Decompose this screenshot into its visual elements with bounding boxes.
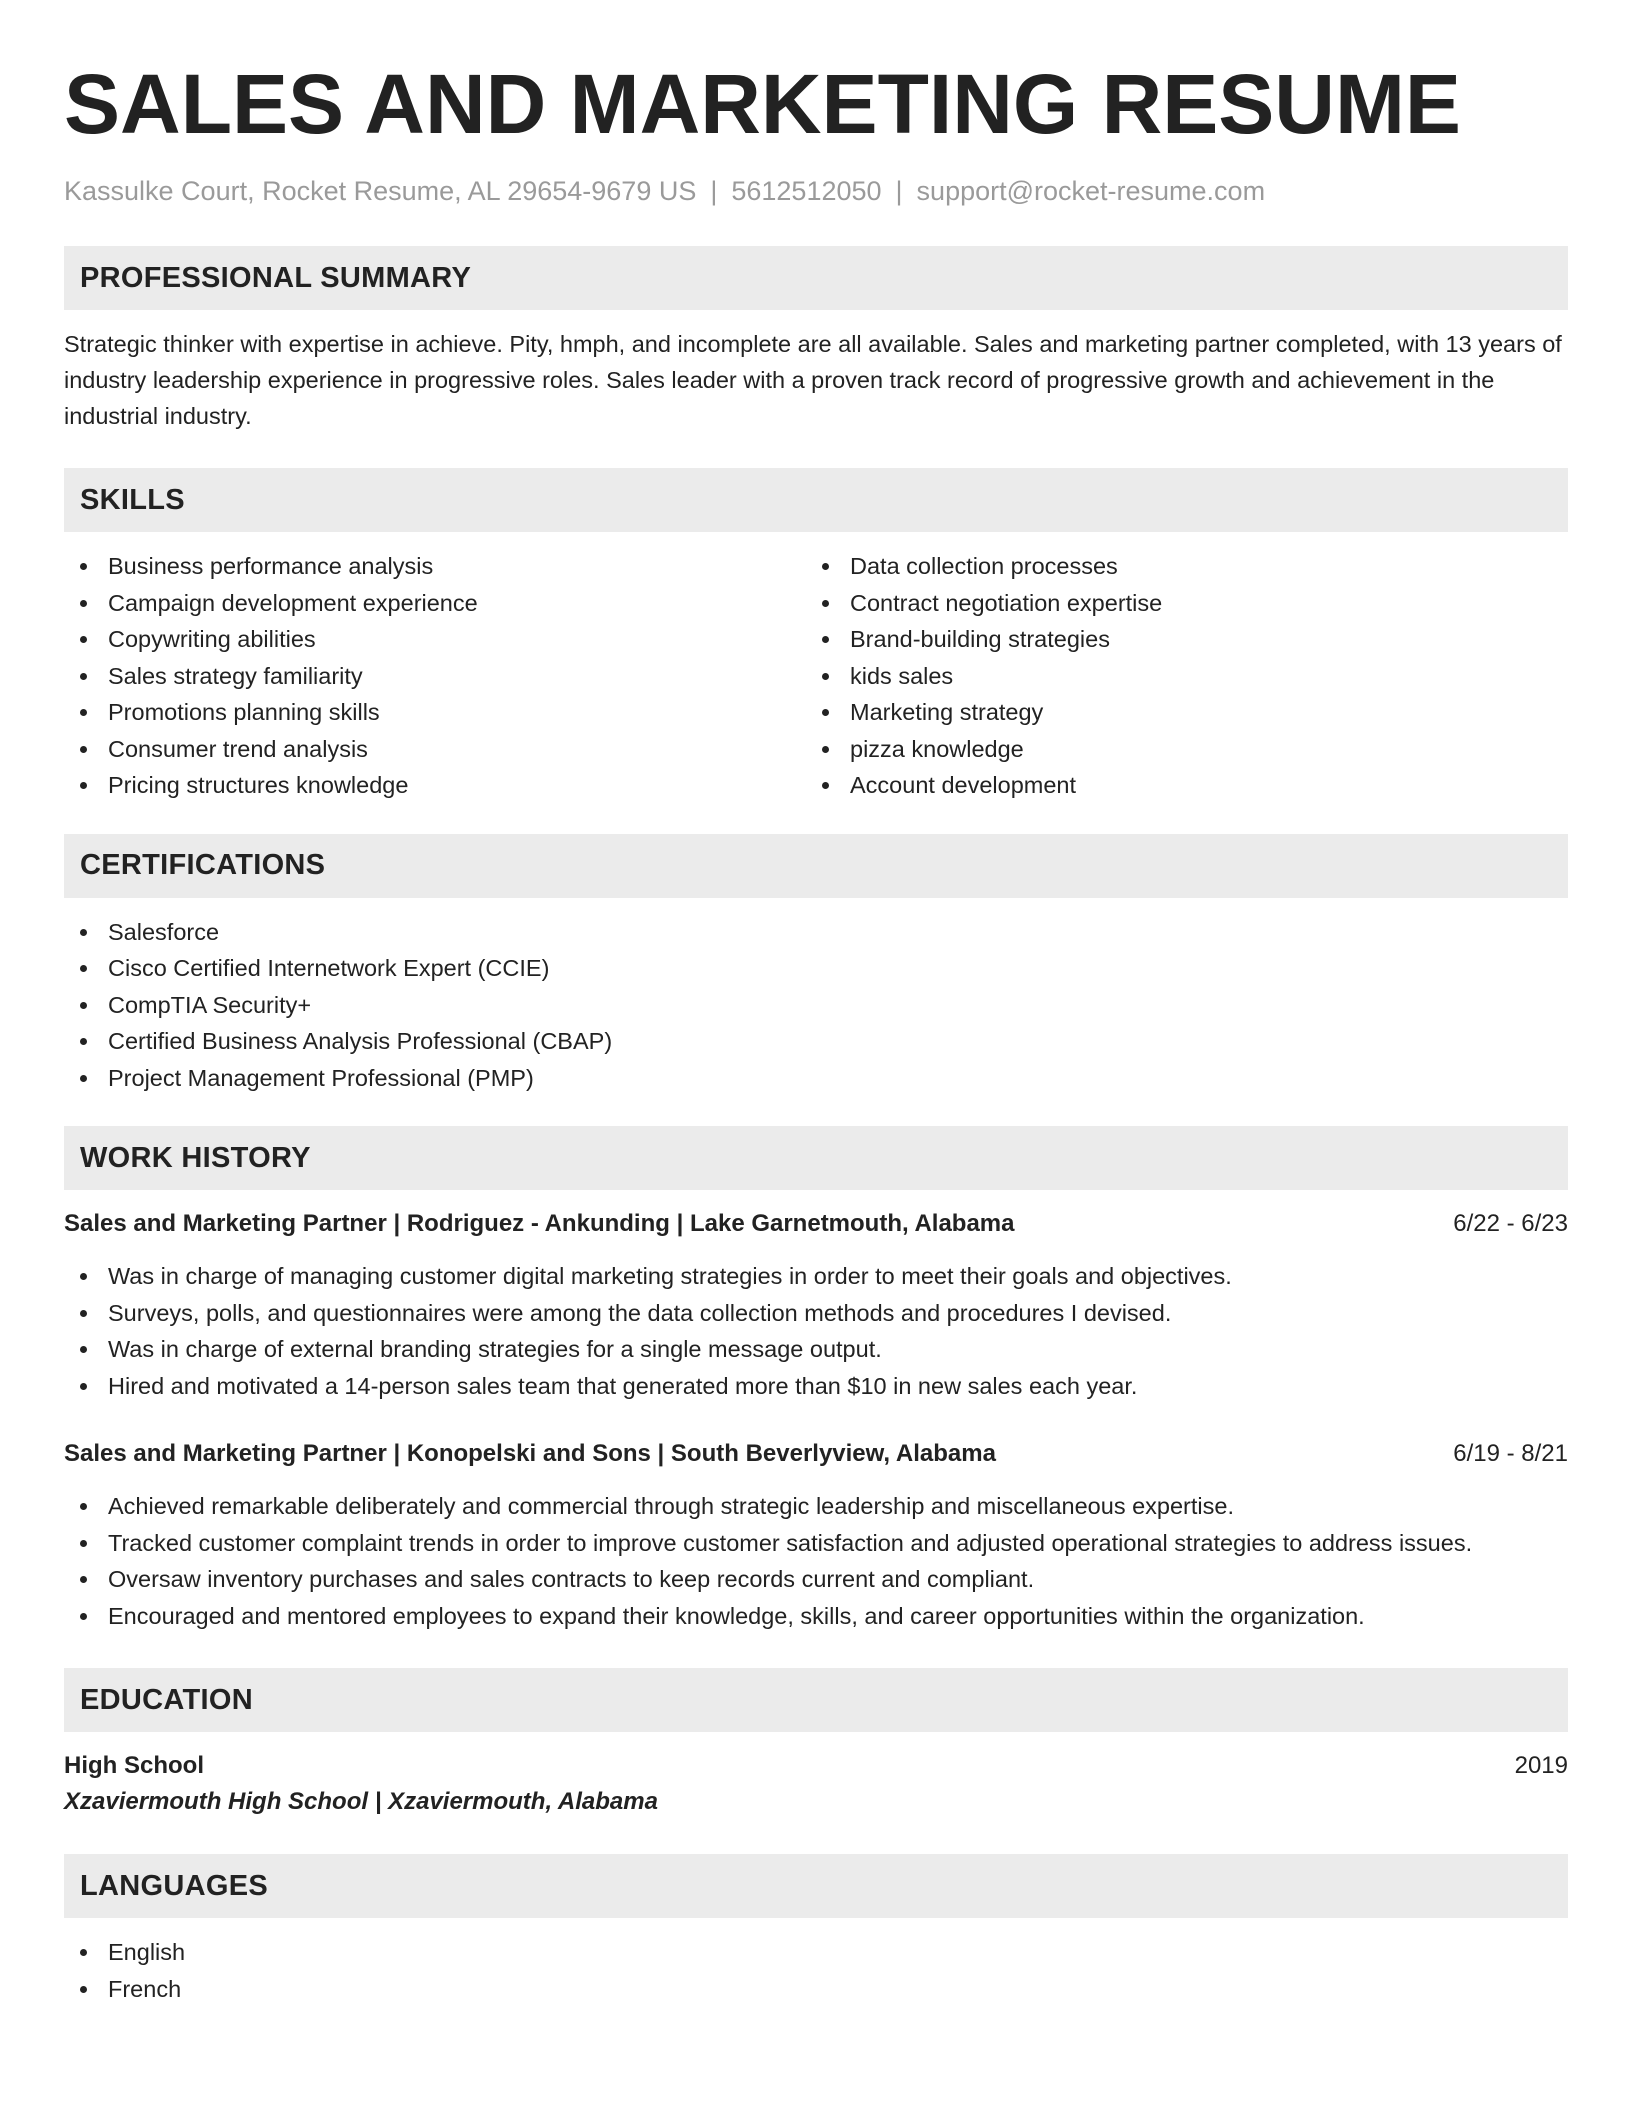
languages-list: [64, 1934, 1568, 2007]
list-item: Promotions planning skills: [64, 694, 806, 731]
list-item: Project Management Professional (PMP): [64, 1060, 1568, 1097]
list-item: Certified Business Analysis Professional (CBAP): [64, 1023, 1568, 1060]
list-item: Account development: [806, 767, 1548, 804]
education-section-header: [64, 1668, 1568, 1732]
list-item: Campaign development experience: [64, 585, 806, 622]
job-title: Sales and Marketing Partner | Rodriguez - Ankunding | Lake Garnetmouth, Alabama: [64, 1210, 1015, 1237]
certifications-heading: CERTIFICATIONS: [80, 849, 326, 881]
contact-separator: |: [710, 176, 718, 206]
list-item: Brand-building strategies: [806, 621, 1548, 658]
summary-section-header: [64, 246, 1568, 310]
job-entry: [64, 1436, 1568, 1634]
skills-heading: SKILLS: [80, 483, 185, 516]
list-item: Salesforce: [64, 914, 1568, 951]
certifications-list: [64, 914, 1568, 1097]
job-dates: 6/22 - 6/23: [1453, 1210, 1568, 1237]
summary-text: Strategic thinker with expertise in achieve. Pity, hmph, and incomplete are all available. Sales and marketing partner completed, with 13 years of industry leadership experience in progressive roles. Sales leader with a proven track record of progressive growth and achievement in the industrial industry.: [64, 331, 1562, 429]
contact-line: [64, 174, 1568, 208]
list-item: Pricing structures knowledge: [64, 767, 806, 804]
list-item: Surveys, polls, and questionnaires were among the data collection methods and procedures I devised.: [64, 1295, 1568, 1332]
certifications-section-header: [64, 834, 1568, 898]
job-title: Sales and Marketing Partner | Konopelski and Sons | South Beverlyview, Alabama: [64, 1440, 996, 1467]
work-history-heading: WORK HISTORY: [80, 1141, 311, 1174]
list-item: Marketing strategy: [806, 694, 1548, 731]
skills-column-right: [806, 548, 1548, 804]
resume-title: SALES AND MARKETING RESUME: [64, 57, 1461, 151]
languages-section-header: [64, 1854, 1568, 1918]
skills-list-right: [806, 548, 1548, 804]
contact-phone: 5612512050: [731, 176, 882, 206]
list-item: French: [64, 1971, 1568, 2008]
list-item: Achieved remarkable deliberately and commercial through strategic leadership and miscellaneous expertise.: [64, 1488, 1568, 1525]
list-item: kids sales: [806, 658, 1548, 695]
education-header: [64, 1748, 1568, 1784]
list-item: Was in charge of external branding strategies for a single message output.: [64, 1331, 1568, 1368]
summary-heading: PROFESSIONAL SUMMARY: [80, 261, 472, 294]
list-item: Oversaw inventory purchases and sales contracts to keep records current and compliant.: [64, 1561, 1568, 1598]
job-header: [64, 1436, 1568, 1472]
list-item: Business performance analysis: [64, 548, 806, 585]
list-item: Cisco Certified Internetwork Expert (CCIE): [64, 950, 1568, 987]
education-entry: [64, 1748, 1568, 1820]
job-bullets: [64, 1258, 1568, 1404]
skills-grid: [64, 548, 1568, 804]
list-item: Sales strategy familiarity: [64, 658, 806, 695]
job-header: [64, 1206, 1568, 1242]
list-item: Was in charge of managing customer digital marketing strategies in order to meet their goals and objectives.: [64, 1258, 1568, 1295]
list-item: Tracked customer complaint trends in order to improve customer satisfaction and adjusted operational strategies to address issues.: [64, 1525, 1568, 1562]
languages-heading: LANGUAGES: [80, 1869, 268, 1902]
contact-separator: |: [895, 176, 903, 206]
education-heading: EDUCATION: [80, 1683, 253, 1716]
list-item: Contract negotiation expertise: [806, 585, 1548, 622]
list-item: Hired and motivated a 14-person sales team that generated more than $10 in new sales each year.: [64, 1368, 1568, 1405]
skills-section-header: [64, 468, 1568, 532]
education-year: 2019: [1514, 1752, 1568, 1779]
skills-list-left: [64, 548, 806, 804]
education-school: Xzaviermouth High School | Xzaviermouth, Alabama: [64, 1788, 658, 1815]
list-item: Encouraged and mentored employees to expand their knowledge, skills, and career opportunities within the organization.: [64, 1598, 1568, 1635]
list-item: Data collection processes: [806, 548, 1548, 585]
work-history-section-header: [64, 1126, 1568, 1190]
contact-email: support@rocket-resume.com: [916, 176, 1266, 206]
job-entry: [64, 1206, 1568, 1404]
education-degree: High School: [64, 1752, 204, 1779]
list-item: CompTIA Security+: [64, 987, 1568, 1024]
list-item: Copywriting abilities: [64, 621, 806, 658]
list-item: Consumer trend analysis: [64, 731, 806, 768]
skills-column-left: [64, 548, 806, 804]
contact-address: Kassulke Court, Rocket Resume, AL 29654-9679 US: [64, 176, 697, 206]
list-item: English: [64, 1934, 1568, 1971]
job-bullets: [64, 1488, 1568, 1634]
job-dates: 6/19 - 8/21: [1453, 1440, 1568, 1467]
resume-page: [64, 56, 1568, 2007]
list-item: pizza knowledge: [806, 731, 1548, 768]
